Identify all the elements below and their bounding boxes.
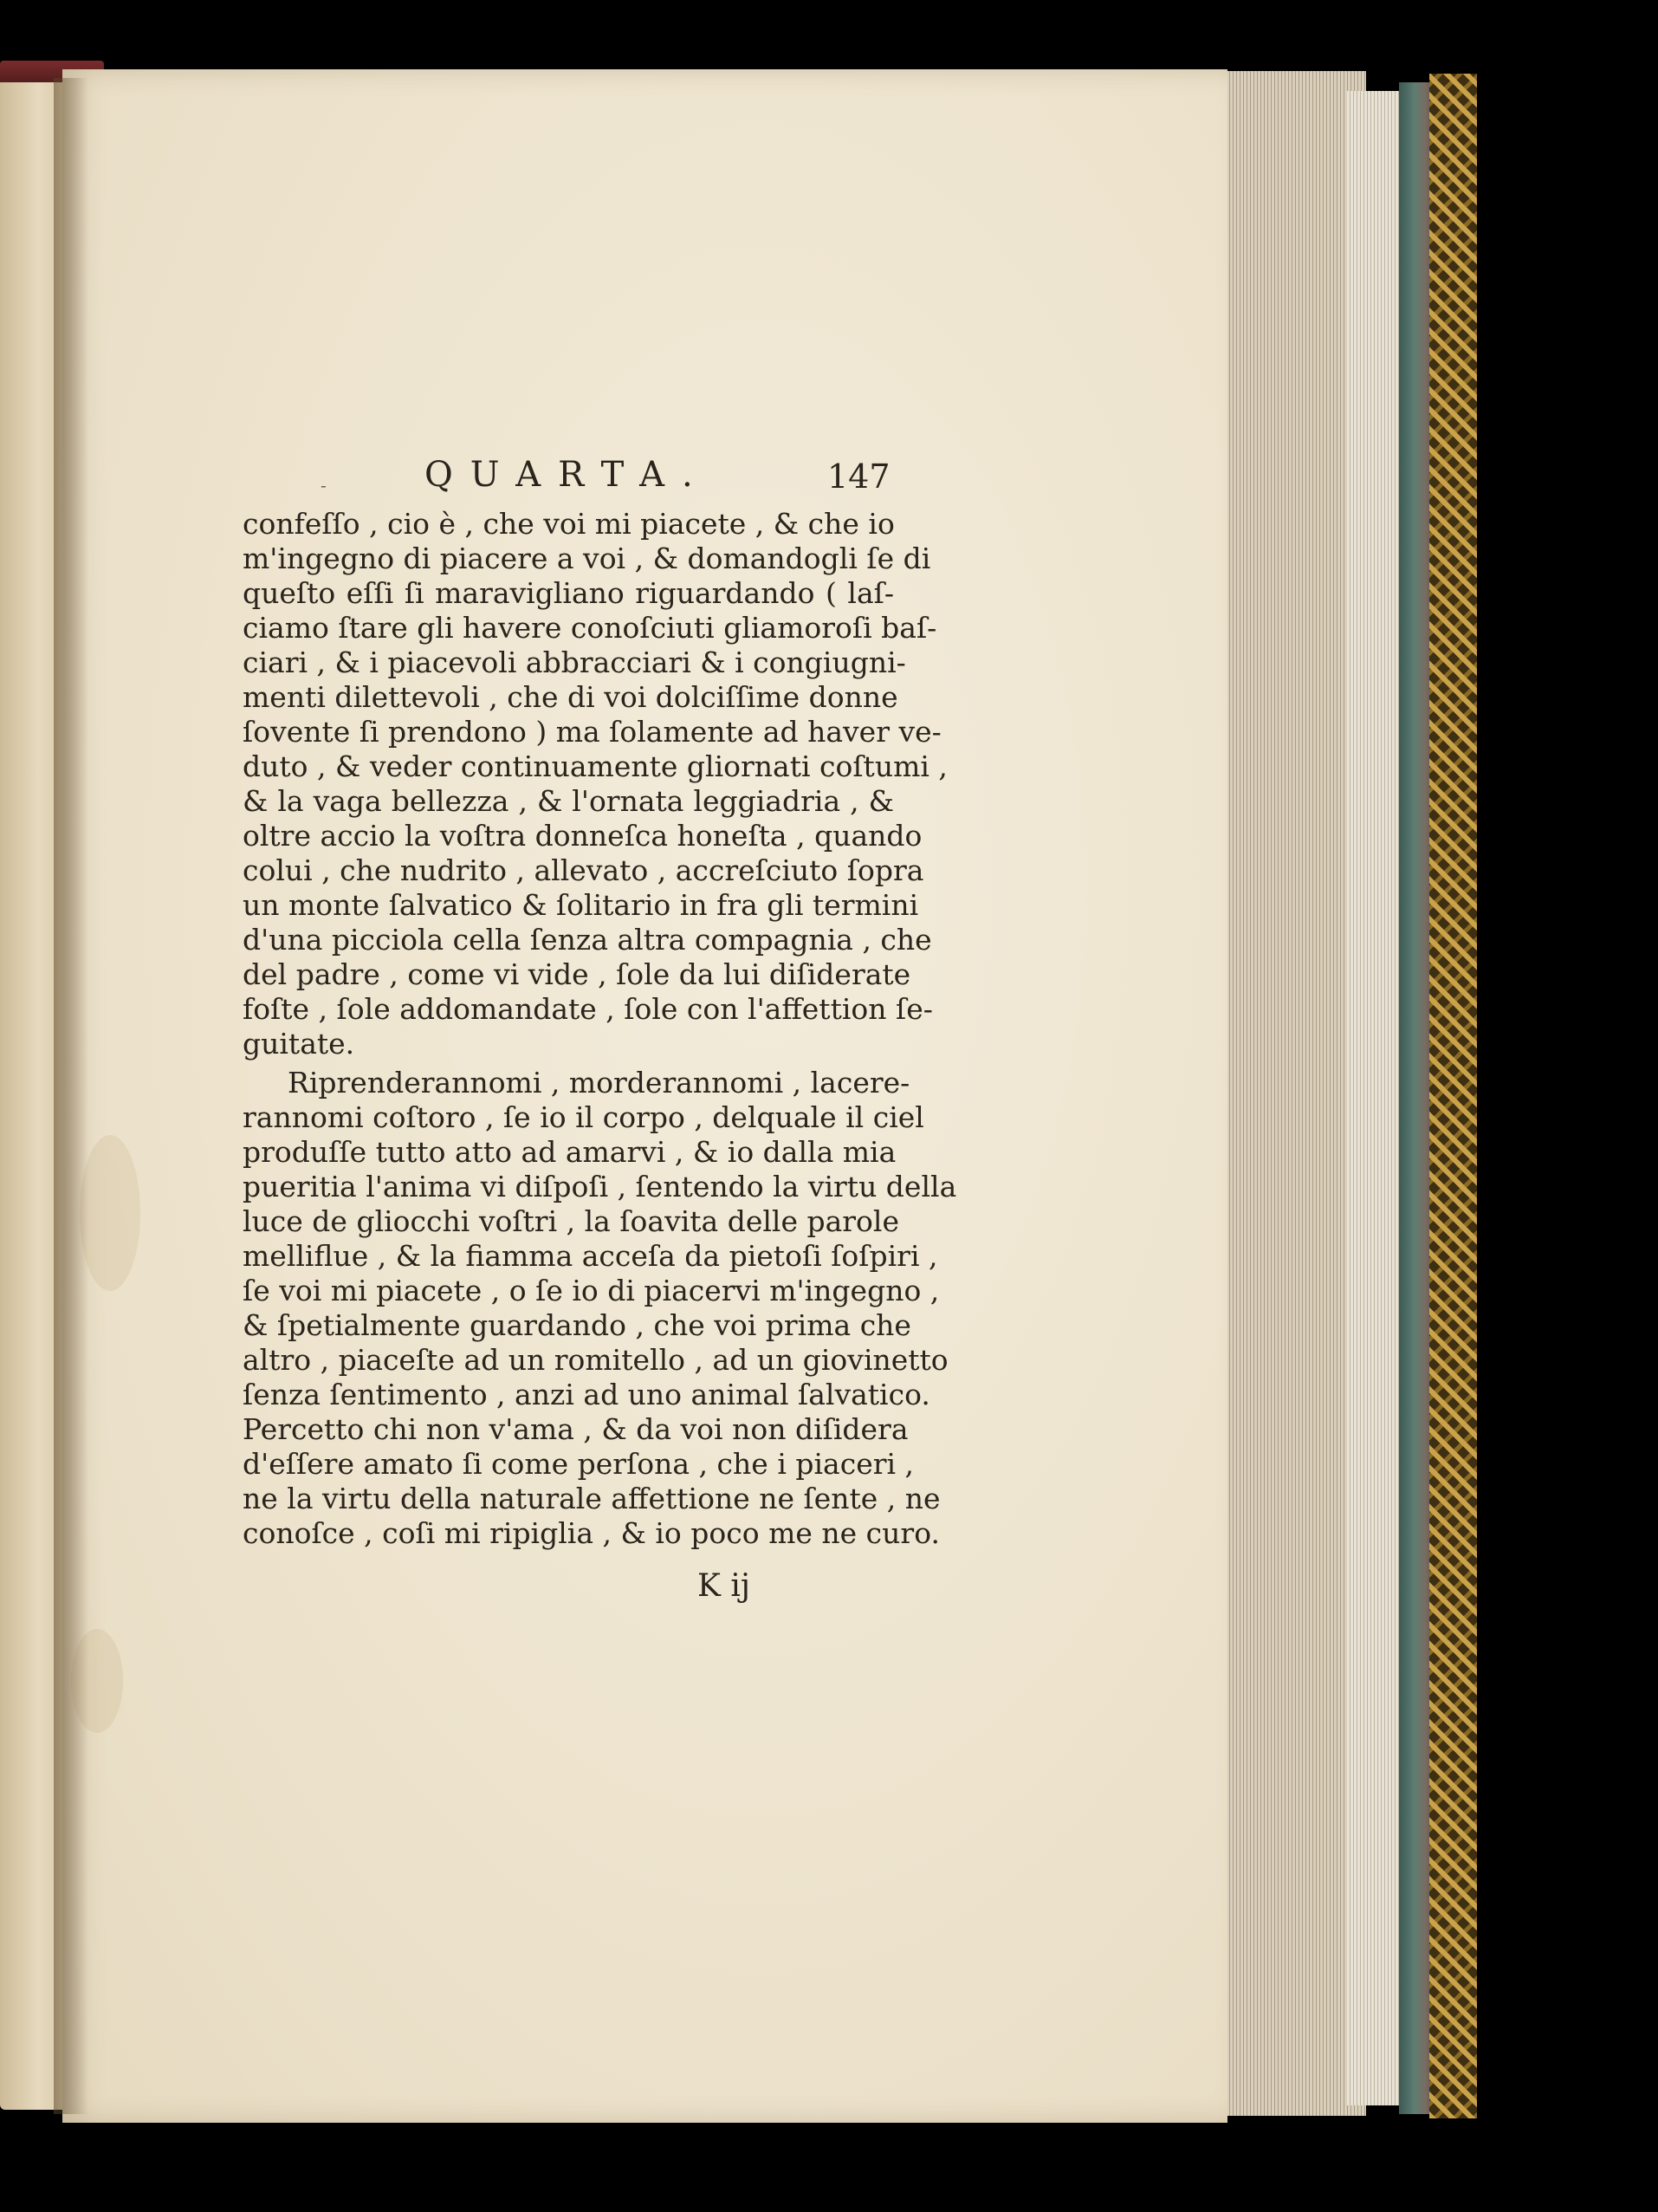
text-line: guitate. [243,1027,355,1061]
running-head-title: QUARTA. [424,455,710,495]
text-line: altro , piaceſte ad un romitello , ad un giovinetto [243,1343,949,1377]
page-stain [80,1135,140,1291]
text-line: & ſpetialmente guardando , che voi prima che [243,1308,911,1342]
text-line: d'una picciola cella ſenza altra compagnia , che [243,923,932,957]
text-line: menti dilettevoli , che di voi dolciſſime donne [243,680,898,714]
text-line: ſe voi mi piacete , o ſe io di piacervi m'ingegno , [243,1274,940,1307]
text-line: m'ingegno di piacere a voi , & domandogli ſe di [243,542,931,575]
text-line: produſſe tutto atto ad amarvi , & io dalla mia [243,1135,897,1169]
text-line: confeſſo , cio è , che voi mi piacete , & che io [243,507,895,541]
text-line: d'eſſere amato ſi come perſona , che i piaceri , [243,1447,915,1481]
gutter-shadow [54,78,88,2114]
text-line: del padre , come vi vide , ſole da lui diſiderate [243,957,911,991]
text-line: rannomi coſtoro , ſe io il corpo , delquale il ciel [243,1100,924,1134]
text-line: conoſce , coſi mi ripiglia , & io poco me ne curo. [243,1516,940,1550]
text-line: & la vaga bellezza , & l'ornata leggiadria , & [243,784,894,818]
text-line: oltre accio la voſtra donneſca honeſta , quando [243,819,923,853]
running-head-ornament: - [321,475,327,496]
text-line: melliflue , & la fiamma acceſa da pietoſi ſoſpiri , [243,1239,938,1273]
text-line: duto , & veder continuamente gliornati coſtumi , [243,749,948,783]
signature-mark: K ij [697,1568,751,1604]
page-edges [1223,71,1366,2116]
text-line: foſte , ſole addomandate , ſole con l'affettion ſe- [243,992,933,1026]
text-line: colui , che nudrito , allevato , accreſciuto ſopra [243,853,924,887]
text-line: Percetto chi non v'ama , & da voi non diſidera [243,1412,909,1446]
text-line: queſto eſſi ſi maravigliano riguardando ( laſ- [243,576,894,610]
text-line: ciamo ſtare gli havere conoſciuti gliamoroſi baſ- [243,611,937,645]
text-line: ſovente ſi prendono ) ma ſolamente ad haver ve- [243,715,942,749]
text-line: pueritia l'anima vi diſpoſi , ſentendo la virtu della [243,1170,957,1203]
text-line: un monte ſalvatico & ſolitario in fra gli termini [243,888,919,922]
page-number: 147 [827,457,891,496]
text-line: luce de gliocchi voſtri , la ſoavita delle parole [243,1204,900,1238]
text-line: Riprenderannomi , morderannomi , lacere- [288,1066,910,1100]
gilt-spine [1429,74,1477,2118]
text-line: ciari , & i piacevoli abbracciari & i congiugni- [243,645,906,679]
text-line: ſenza ſentimento , anzi ad uno animal ſalvatico. [243,1378,930,1411]
text-line: ne la virtu della naturale affettione ne ſente , ne [243,1482,941,1515]
